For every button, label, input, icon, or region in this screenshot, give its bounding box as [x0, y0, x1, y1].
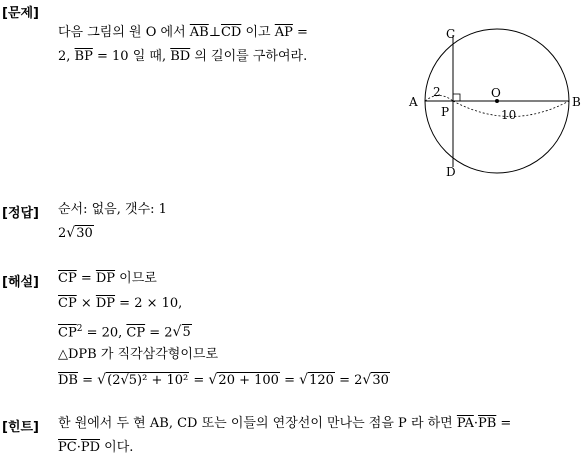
text: = 20,	[82, 325, 127, 341]
segment-cd: $\overline{CD}$	[220, 25, 242, 40]
problem-line-1	[58, 25, 308, 41]
radicand: (2√5)² + 10²	[107, 373, 189, 388]
problem-text-2: 2,	[58, 49, 71, 64]
sqrt	[208, 373, 280, 389]
seg-cp: $\overline{CP}$	[58, 271, 77, 286]
segment-bp: $\overline{BP}$	[74, 49, 93, 64]
radicand: 30	[372, 373, 389, 388]
sqrt	[362, 373, 390, 389]
sqrt	[97, 373, 189, 389]
label-b: B	[572, 95, 581, 109]
eq: = 2	[334, 373, 363, 388]
equals-sign: =	[297, 25, 308, 40]
problem-text-3: = 10 일 때,	[97, 49, 167, 64]
length-pb: 10	[501, 108, 517, 122]
seg-cp: $\overline{CP}$	[58, 296, 77, 311]
seg-pd: $\overline{PD}$	[80, 440, 101, 455]
hint-label: [힌트]	[2, 420, 39, 435]
hint-line-1	[58, 416, 511, 432]
solution-label: [해설]	[2, 275, 39, 290]
segment-ab: $\overline{AB}$	[189, 25, 209, 40]
square-exponent: 2	[76, 324, 83, 334]
radicand: 5	[182, 325, 191, 341]
segment-bd: $\overline{BD}$	[170, 49, 191, 64]
solution-line-4: △DPB 가 직각삼각형이므로	[58, 347, 219, 362]
label-c: C	[446, 27, 456, 41]
label-o: O	[491, 86, 501, 100]
seg-pc: $\overline{PC}$	[58, 440, 77, 455]
text: = 2 × 10,	[115, 296, 183, 311]
seg-db: $\overline{DB}$	[58, 373, 78, 388]
label-a: A	[409, 95, 418, 109]
eq: =	[279, 373, 300, 388]
answer-label: [정답]	[2, 206, 39, 221]
problem-text-4: 의 길이를 구하여라.	[194, 49, 308, 64]
seg-pb: $\overline{PB}$	[477, 416, 497, 431]
eq: =	[76, 271, 96, 286]
problem-label: [문제]	[2, 6, 39, 21]
solution-line-5	[58, 373, 390, 389]
label-p: P	[441, 105, 450, 119]
eq: = 2	[145, 325, 173, 341]
sqrt	[173, 325, 192, 341]
sqrt	[299, 373, 335, 389]
eq: =	[77, 373, 98, 388]
solution-line-1	[58, 271, 157, 287]
answer-sqrt	[66, 226, 94, 242]
text: 이므로	[115, 271, 157, 286]
problem-line-2	[58, 49, 307, 65]
dot: ·	[76, 440, 81, 455]
times: ×	[76, 296, 96, 311]
answer-value	[58, 226, 94, 242]
problem-text-iko: 이고	[245, 25, 271, 40]
solution-line-3	[58, 321, 192, 341]
hint-line-2	[58, 440, 133, 456]
hint-text: 한 원에서 두 현 AB, CD 또는 이들의 연장선이 만나는 점을 P 라 하면	[58, 416, 453, 431]
answer-radicand: 30	[76, 226, 93, 241]
perp-symbol: ⊥	[208, 25, 221, 40]
seg-cp: $\overline{CP}$	[58, 325, 77, 341]
seg-cp: $\overline{CP}$	[126, 325, 146, 341]
label-d: D	[446, 165, 456, 179]
problem-text: 다음 그림의 원 O 에서	[58, 25, 186, 40]
eq: =	[189, 373, 209, 388]
circle-figure	[400, 20, 588, 190]
segment-ap: $\overline{AP}$	[274, 25, 293, 40]
dot: ·	[473, 416, 478, 431]
answer-line-1: 순서: 없음, 갯수: 1	[58, 202, 167, 217]
answer-coef: 2	[58, 226, 67, 241]
seg-dp: $\overline{DP}$	[95, 271, 116, 286]
radicand: 20 + 100	[218, 373, 279, 388]
length-ap: 2	[433, 85, 441, 99]
eq: =	[496, 416, 512, 431]
hint-end-text: 이다.	[100, 440, 134, 455]
solution-line-2	[58, 296, 182, 312]
right-angle-mark	[453, 94, 460, 101]
seg-dp: $\overline{DP}$	[95, 296, 116, 311]
radicand: 120	[309, 373, 334, 388]
seg-pa: $\overline{PA}$	[456, 416, 474, 431]
